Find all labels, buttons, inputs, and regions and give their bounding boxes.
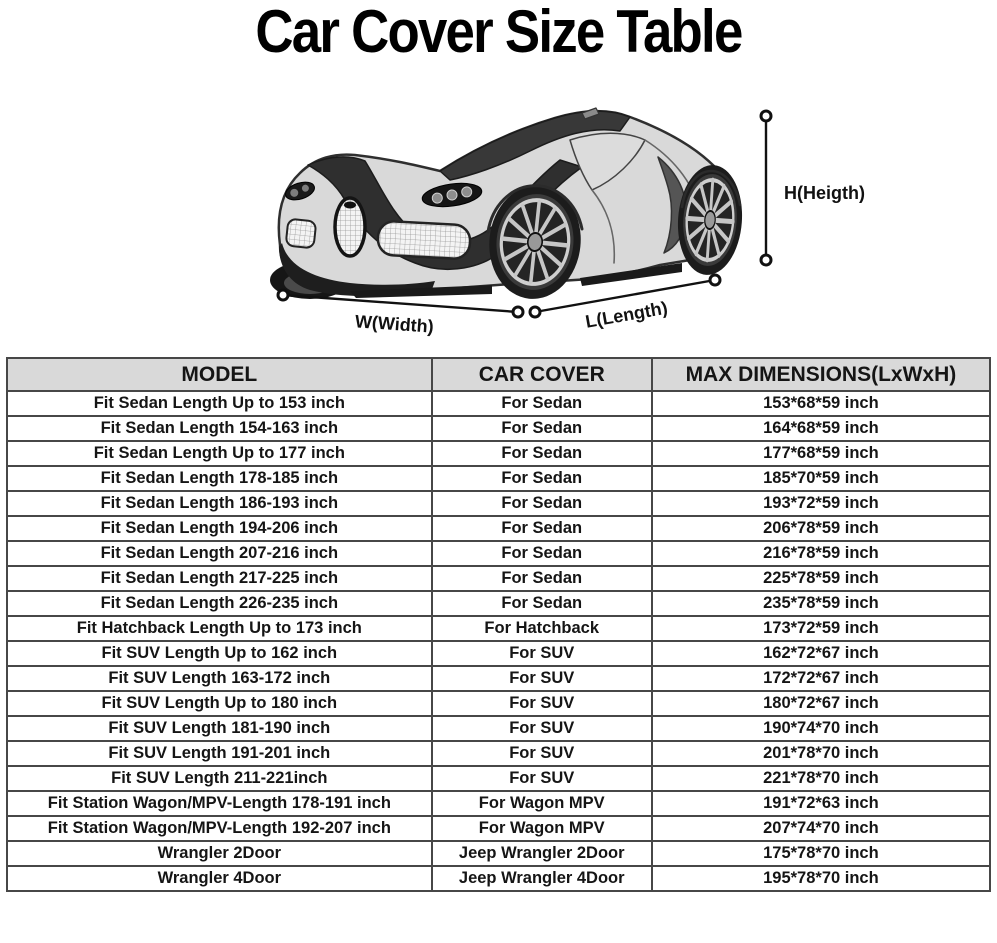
table-row [7, 791, 990, 816]
table-row [7, 391, 990, 416]
left-intake-mesh [286, 219, 317, 249]
model-cell: Fit Sedan Length 226-235 inch [7, 591, 432, 616]
model-cell: Wrangler 2Door [7, 841, 432, 866]
max-dimensions-cell: 206*78*59 inch [652, 516, 990, 541]
car-diagram-svg [230, 95, 997, 345]
car-cover-cell: Jeep Wrangler 4Door [432, 866, 652, 891]
car-cover-cell: For SUV [432, 666, 652, 691]
table-row [7, 866, 990, 891]
car-cover-cell: For Sedan [432, 541, 652, 566]
max-dimensions-cell: 191*72*63 inch [652, 791, 990, 816]
table-row [7, 541, 990, 566]
max-dimensions-cell: 177*68*59 inch [652, 441, 990, 466]
table-row [7, 841, 990, 866]
car-cover-cell: For Sedan [432, 391, 652, 416]
bumper-intake-mesh [377, 221, 471, 260]
width-label: W(Width) [354, 311, 435, 337]
max-dimensions-cell: 175*78*70 inch [652, 841, 990, 866]
car-cover-cell: For SUV [432, 641, 652, 666]
max-dimensions-cell: 225*78*59 inch [652, 566, 990, 591]
dimension-endpoint [530, 307, 540, 317]
page-title: Car Cover Size Table [255, 0, 742, 65]
model-cell: Fit SUV Length Up to 162 inch [7, 641, 432, 666]
model-cell: Wrangler 4Door [7, 866, 432, 891]
model-cell: Fit Hatchback Length Up to 173 inch [7, 616, 432, 641]
table-row [7, 816, 990, 841]
size-table [6, 357, 991, 892]
table-row [7, 666, 990, 691]
car-cover-cell: For Sedan [432, 591, 652, 616]
table-row [7, 616, 990, 641]
table-row [7, 766, 990, 791]
car-cover-cell: For SUV [432, 741, 652, 766]
model-cell: Fit SUV Length 191-201 inch [7, 741, 432, 766]
model-cell: Fit Sedan Length Up to 153 inch [7, 391, 432, 416]
car-cover-cell: For Wagon MPV [432, 791, 652, 816]
car-cover-cell: For Sedan [432, 416, 652, 441]
height-label: H(Heigth) [784, 183, 865, 203]
model-cell: Fit Sedan Length 178-185 inch [7, 466, 432, 491]
table-row [7, 491, 990, 516]
max-dimensions-cell: 164*68*59 inch [652, 416, 990, 441]
max-dimensions-cell: 162*72*67 inch [652, 641, 990, 666]
dimension-endpoint [761, 111, 771, 121]
max-dimensions-cell: 195*78*70 inch [652, 866, 990, 891]
table-row [7, 691, 990, 716]
table-row [7, 416, 990, 441]
length-label: L(Length) [583, 297, 670, 332]
model-cell: Fit Sedan Length 186-193 inch [7, 491, 432, 516]
grille-badge [344, 202, 356, 209]
max-dimensions-cell: 153*68*59 inch [652, 391, 990, 416]
dimension-endpoint [278, 290, 288, 300]
max-dimensions-cell: 190*74*70 inch [652, 716, 990, 741]
dimension-endpoint [710, 275, 720, 285]
model-cell: Fit SUV Length 181-190 inch [7, 716, 432, 741]
size-table-body [7, 391, 990, 891]
car-cover-cell: For SUV [432, 691, 652, 716]
car-cover-cell: For SUV [432, 766, 652, 791]
table-row [7, 741, 990, 766]
table-row [7, 466, 990, 491]
model-cell: Fit Sedan Length Up to 177 inch [7, 441, 432, 466]
height-dimension-line [761, 111, 865, 265]
car-cover-cell: For Wagon MPV [432, 816, 652, 841]
col-header-car-cover: CAR COVER [432, 358, 652, 391]
max-dimensions-cell: 221*78*70 inch [652, 766, 990, 791]
header-row [7, 358, 990, 391]
car-cover-cell: For Sedan [432, 466, 652, 491]
table-row [7, 566, 990, 591]
table-row [7, 441, 990, 466]
table-row [7, 716, 990, 741]
car-cover-cell: Jeep Wrangler 2Door [432, 841, 652, 866]
max-dimensions-cell: 193*72*59 inch [652, 491, 990, 516]
car-dimension-diagram [230, 95, 997, 345]
max-dimensions-cell: 180*72*67 inch [652, 691, 990, 716]
size-table-header [7, 358, 990, 391]
width-dimension-line [278, 290, 523, 337]
col-header-model: MODEL [7, 358, 432, 391]
model-cell: Fit Sedan Length 154-163 inch [7, 416, 432, 441]
model-cell: Fit SUV Length 211-221inch [7, 766, 432, 791]
dimension-endpoint [761, 255, 771, 265]
max-dimensions-cell: 173*72*59 inch [652, 616, 990, 641]
model-cell: Fit Station Wagon/MPV-Length 192-207 inch [7, 816, 432, 841]
car-cover-cell: For Sedan [432, 441, 652, 466]
model-cell: Fit SUV Length Up to 180 inch [7, 691, 432, 716]
model-cell: Fit Station Wagon/MPV-Length 178-191 inch [7, 791, 432, 816]
model-cell: Fit SUV Length 163-172 inch [7, 666, 432, 691]
car-cover-cell: For Sedan [432, 516, 652, 541]
max-dimensions-cell: 216*78*59 inch [652, 541, 990, 566]
car-cover-cell: For Sedan [432, 491, 652, 516]
model-cell: Fit Sedan Length 207-216 inch [7, 541, 432, 566]
table-row [7, 641, 990, 666]
max-dimensions-cell: 235*78*59 inch [652, 591, 990, 616]
model-cell: Fit Sedan Length 194-206 inch [7, 516, 432, 541]
car-cover-cell: For Sedan [432, 566, 652, 591]
table-row [7, 516, 990, 541]
dimension-endpoint [513, 307, 523, 317]
model-cell: Fit Sedan Length 217-225 inch [7, 566, 432, 591]
car-cover-cell: For Hatchback [432, 616, 652, 641]
car-cover-cell: For SUV [432, 716, 652, 741]
max-dimensions-cell: 185*70*59 inch [652, 466, 990, 491]
car-illustration [270, 108, 746, 303]
table-row [7, 591, 990, 616]
max-dimensions-cell: 172*72*67 inch [652, 666, 990, 691]
max-dimensions-cell: 207*74*70 inch [652, 816, 990, 841]
col-header-max-dimensions: MAX DIMENSIONS(LxWxH) [652, 358, 990, 391]
max-dimensions-cell: 201*78*70 inch [652, 741, 990, 766]
